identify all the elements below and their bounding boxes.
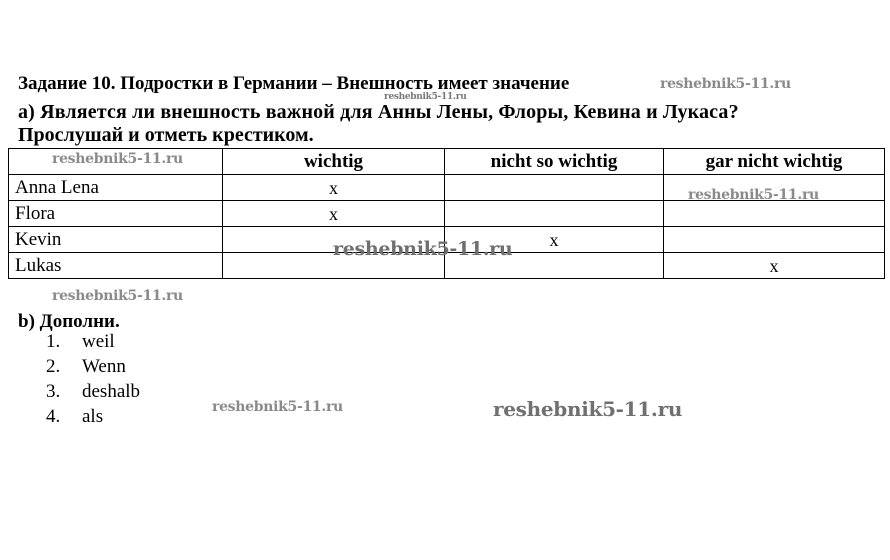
fill-in-list bbox=[46, 329, 140, 429]
part-b-heading: b) Дополни. bbox=[18, 311, 120, 332]
item-answer: als bbox=[82, 406, 104, 427]
cell-nicht-so-wichtig: x bbox=[445, 227, 664, 253]
watermark: reshebnik5-11.ru bbox=[52, 288, 183, 304]
list-item bbox=[46, 379, 140, 404]
item-number: 1. bbox=[46, 331, 61, 352]
watermark: reshebnik5-11.ru bbox=[493, 397, 683, 421]
cell-nicht-so-wichtig bbox=[445, 175, 664, 201]
cell-gar-nicht-wichtig: x bbox=[664, 253, 885, 279]
row-name: Anna Lena bbox=[9, 175, 223, 201]
item-answer: weil bbox=[82, 331, 115, 352]
part-a-question: a) Является ли внешность важной для Анны Лены, Флоры, Кевина и Лукаса? bbox=[18, 101, 739, 123]
row-name: Flora bbox=[9, 201, 223, 227]
row-name: Lukas bbox=[9, 253, 223, 279]
header-nicht-so-wichtig: nicht so wichtig bbox=[445, 149, 664, 175]
row-name: Kevin bbox=[9, 227, 223, 253]
cell-wichtig: x bbox=[223, 201, 445, 227]
cell-gar-nicht-wichtig bbox=[664, 227, 885, 253]
item-number: 2. bbox=[46, 356, 61, 377]
task-title: Задание 10. Подростки в Германии – Внешность имеет значение bbox=[18, 73, 570, 94]
watermark: reshebnik5-11.ru bbox=[660, 76, 791, 92]
watermark: reshebnik5-11.ru bbox=[688, 187, 819, 203]
list-item bbox=[46, 329, 140, 354]
watermark: reshebnik5-11.ru bbox=[212, 399, 343, 415]
table-row bbox=[9, 201, 885, 227]
watermark: reshebnik5-11.ru bbox=[52, 151, 183, 167]
item-number: 4. bbox=[46, 406, 61, 427]
item-number: 3. bbox=[46, 381, 61, 402]
item-answer: Wenn bbox=[82, 356, 126, 377]
watermark: reshebnik5-11.ru bbox=[384, 92, 467, 102]
cell-nicht-so-wichtig bbox=[445, 201, 664, 227]
cell-gar-nicht-wichtig bbox=[664, 201, 885, 227]
list-item bbox=[46, 404, 140, 429]
cell-wichtig: x bbox=[223, 175, 445, 201]
item-answer: deshalb bbox=[82, 381, 141, 402]
watermark: reshebnik5-11.ru bbox=[333, 238, 513, 260]
header-wichtig: wichtig bbox=[223, 149, 445, 175]
part-a-instruction: Прослушай и отметь крестиком. bbox=[18, 124, 314, 146]
list-item bbox=[46, 354, 140, 379]
header-gar-nicht-wichtig: gar nicht wichtig bbox=[664, 149, 885, 175]
